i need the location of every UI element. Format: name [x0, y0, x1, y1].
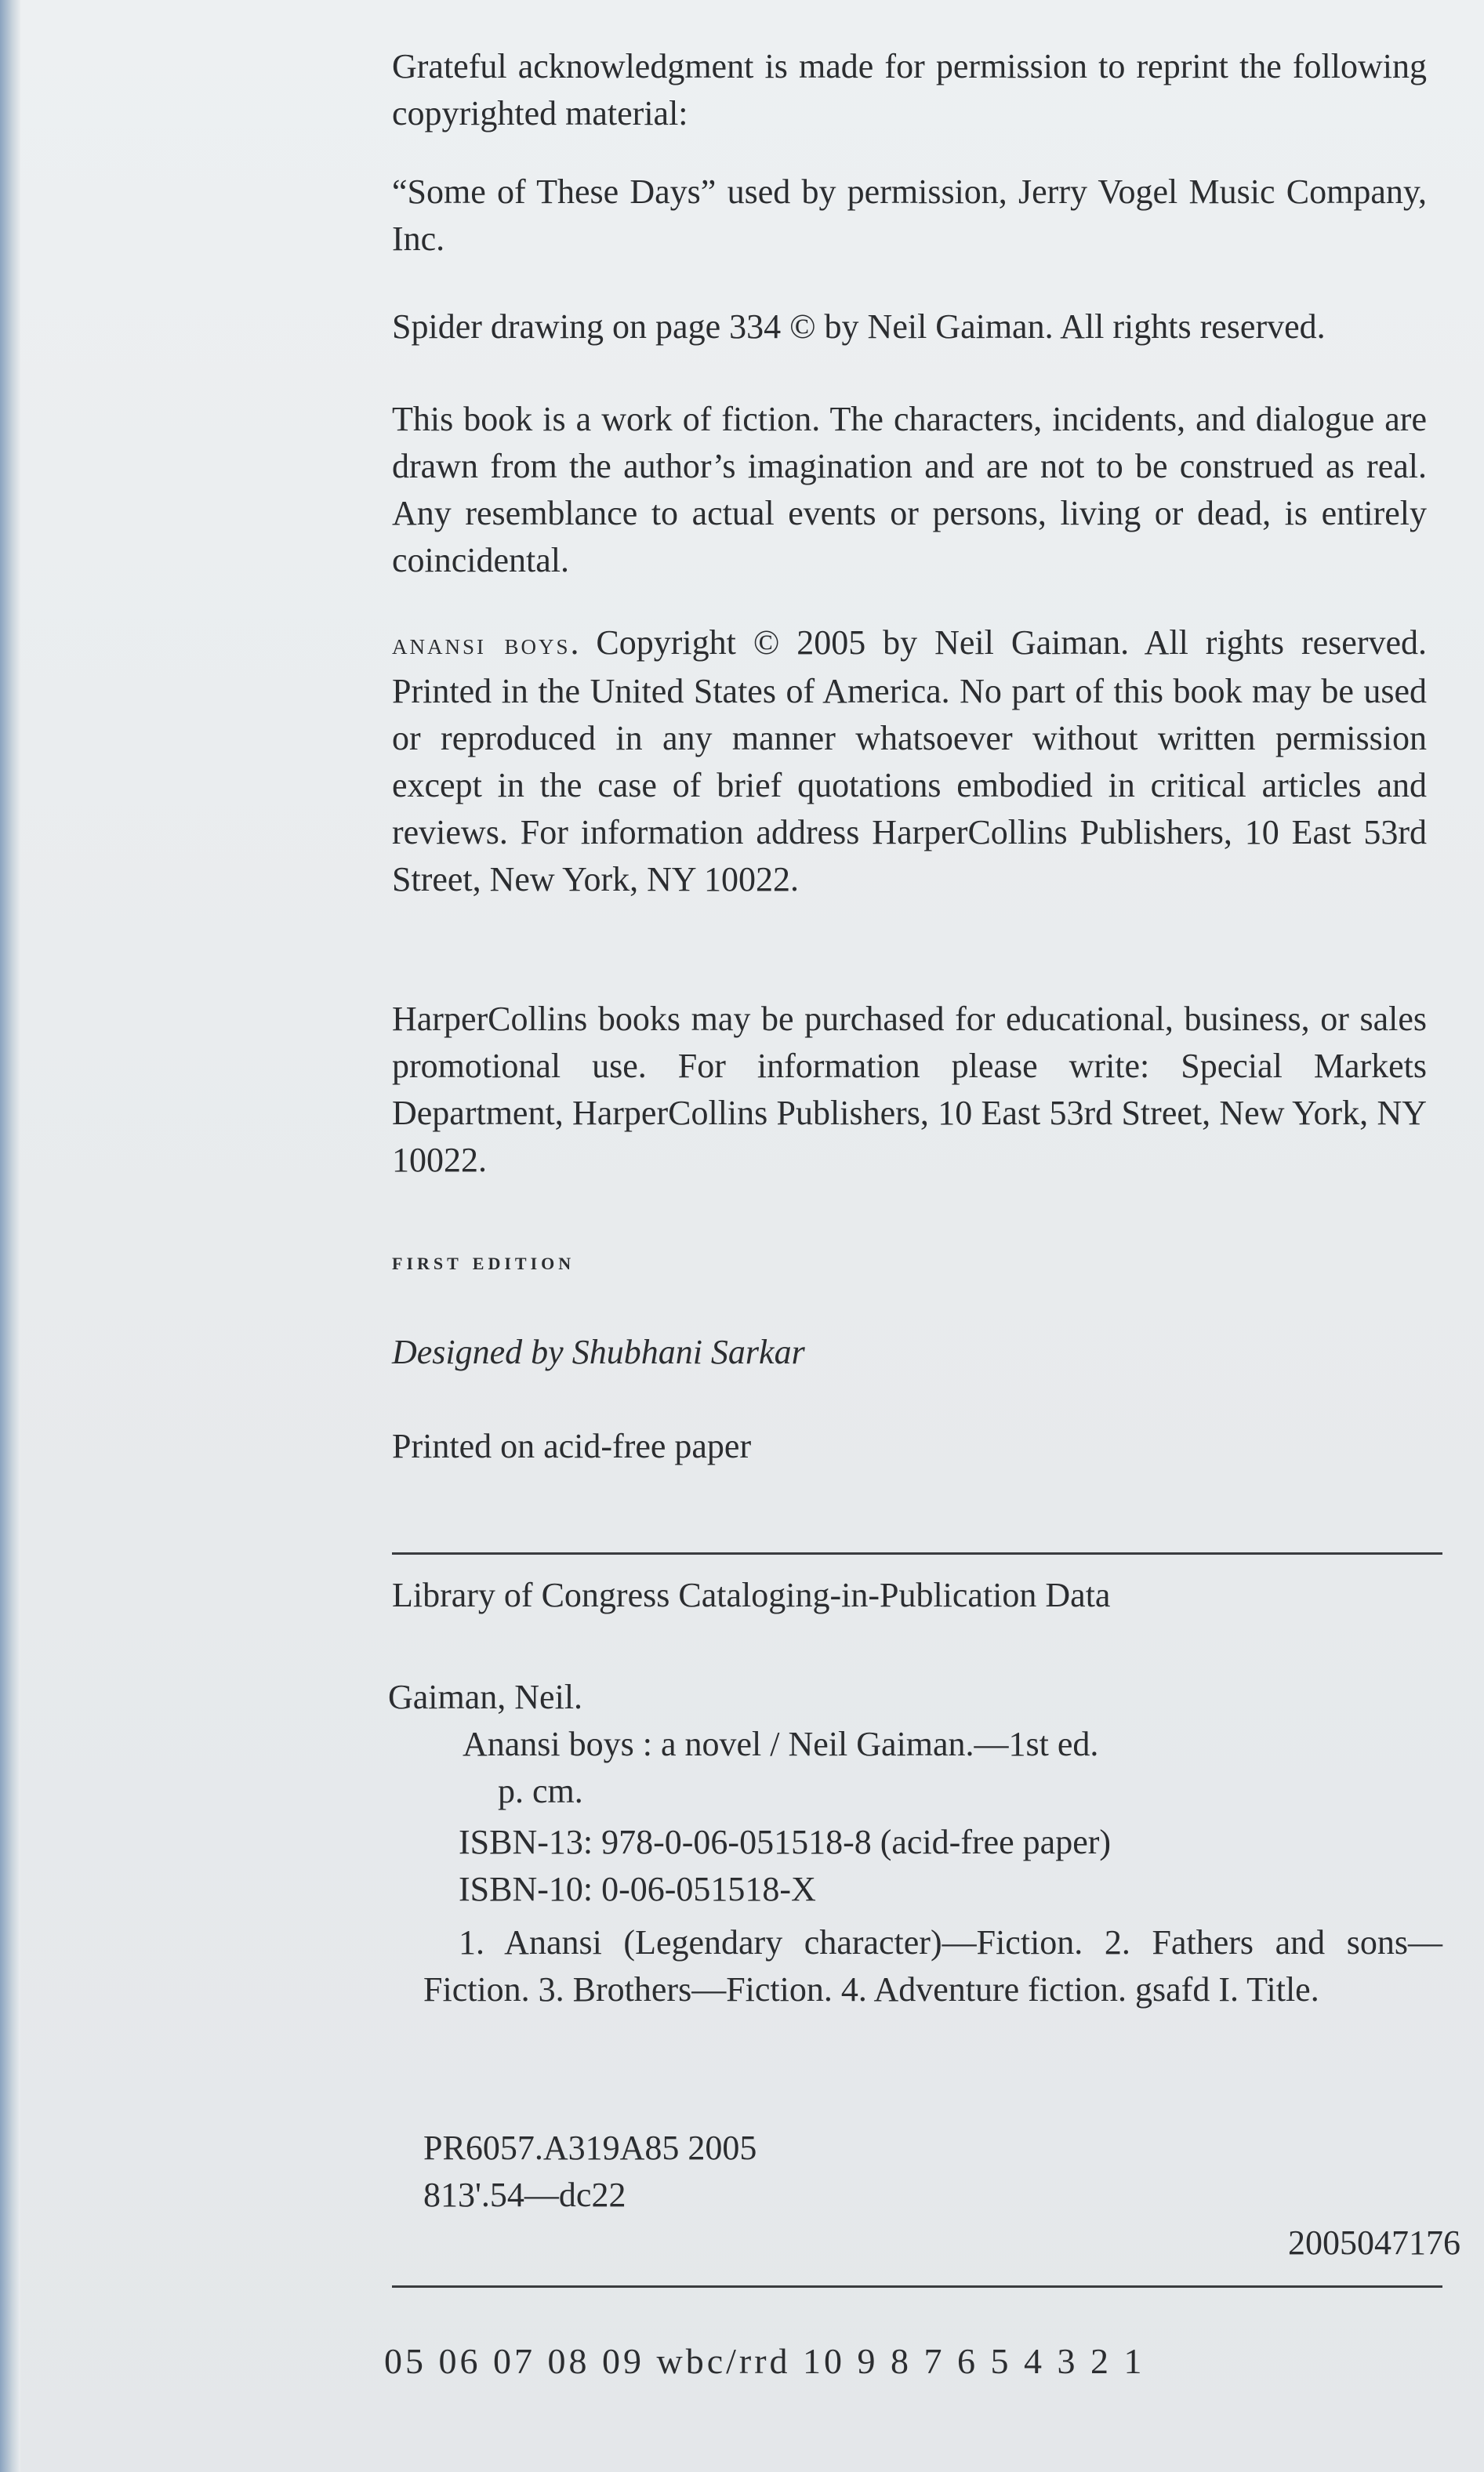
print-line: 05 06 07 08 09 wbc/rrd 10 9 8 7 6 5 4 3 2 1 — [384, 2341, 1145, 2381]
designer-credit: Designed by Shubhani Sarkar — [392, 1333, 805, 1371]
copyright-notice — [392, 619, 1427, 903]
acknowledgment-intro: Grateful acknowledgment is made for permission to reprint the following copyrighted material: — [392, 47, 1427, 132]
cip-control-number: 2005047176 — [1288, 2223, 1460, 2262]
cip-lcc: PR6057.A319A85 2005 — [423, 2129, 757, 2167]
cip-isbn13: ISBN-13: 978-0-06-051518-8 (acid-free paper) — [459, 1823, 1112, 1861]
book-title-small-caps: anansi boys — [392, 628, 571, 661]
special-markets-notice: HarperCollins books may be purchased for educational, business, or sales promotional use. For information please write: Special Markets Department, HarperCollins Publishers, 10 East 53rd Street, New York, NY 10022. — [392, 1000, 1427, 1179]
cip-bottom-rule — [392, 2285, 1442, 2288]
acknowledgment-spider: Spider drawing on page 334 © by Neil Gaiman. All rights reserved. — [392, 307, 1326, 346]
copyright-text: . Copyright © 2005 by Neil Gaiman. All rights reserved. Printed in the United States of America. No part of this book may be used or reproduced in any manner whatsoever without written permission except in the case of brief quotations embodied in critical articles and reviews. For information address HarperCollins Publishers, 10 East 53rd Street, New York, NY 10022. — [392, 623, 1428, 898]
cip-top-rule — [392, 1552, 1442, 1555]
cip-title-line: Anansi boys : a novel / Neil Gaiman.—1st ed. — [463, 1725, 1099, 1763]
cip-subjects: 1. Anansi (Legendary character)—Fiction. 2. Fathers and sons—Fiction. 3. Brothers—Fiction. 4. Adventure fiction. gsafd I. Title. — [423, 1923, 1442, 2009]
fiction-notice: This book is a work of fiction. The characters, incidents, and dialogue are drawn from the author’s imagination and are not to be construed as real. Any resemblance to actual events or persons, living or dead, is entirely coincidental. — [392, 400, 1427, 579]
cip-heading: Library of Congress Cataloging-in-Publication Data — [392, 1576, 1111, 1614]
page-edge — [0, 0, 20, 2472]
paper-note: Printed on acid-free paper — [392, 1427, 752, 1465]
cip-ddc: 813'.54—dc22 — [423, 2176, 626, 2214]
edition-label: first edition — [392, 1247, 575, 1275]
acknowledgment-song: “Some of These Days” used by permission, Jerry Vogel Music Company, Inc. — [392, 172, 1427, 258]
cip-pages: p. cm. — [498, 1772, 583, 1810]
cip-author: Gaiman, Neil. — [388, 1678, 583, 1716]
cip-isbn10: ISBN-10: 0-06-051518-X — [459, 1870, 816, 1908]
